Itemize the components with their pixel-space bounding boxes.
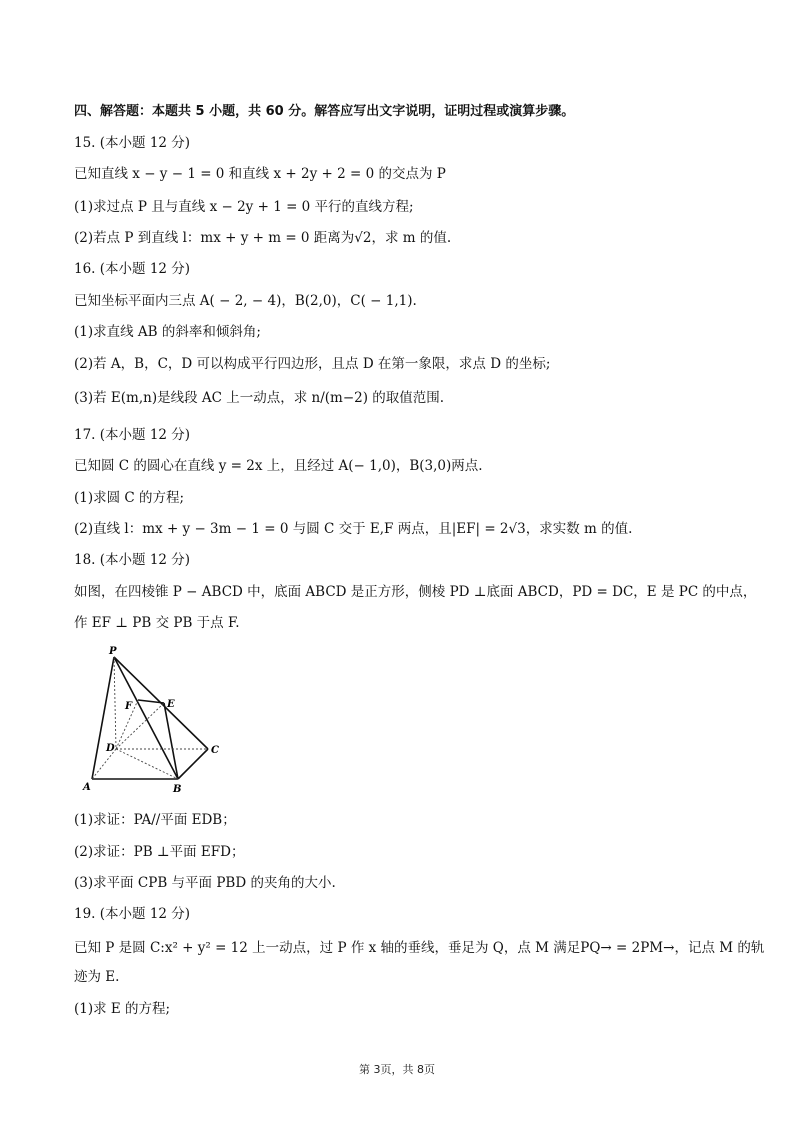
problem-18-heading: 18. (本小题 12 分): [74, 552, 191, 568]
edge-pb: [114, 657, 178, 779]
label-d: D: [106, 743, 115, 754]
problem-18-stem-line-2: 作 EF ⊥ PB 交 PB 于点 F.: [74, 615, 240, 631]
problem-19-stem-line-2: 迹为 E.: [74, 969, 120, 985]
problem-15-heading: 15. (本小题 12 分): [74, 135, 191, 151]
label-a: A: [83, 782, 91, 793]
problem-17-part-1: (1)求圆 C 的方程;: [74, 490, 185, 506]
label-e: E: [167, 699, 175, 710]
problem-15-stem: 已知直线 x − y − 1 = 0 和直线 x + 2y + 2 = 0 的交点为 P: [74, 166, 446, 182]
problem-16-part-2: (2)若 A，B，C，D 可以构成平行四边形，且点 D 在第一象限，求点 D 的坐标;: [74, 356, 551, 372]
problem-16-stem: 已知坐标平面内三点 A( − 2, − 4)，B(2,0)，C( − 1,1).: [74, 293, 417, 309]
problem-17-stem: 已知圆 C 的圆心在直线 y = 2x 上，且经过 A(− 1,0)，B(3,0)两点.: [74, 458, 483, 474]
problem-19-heading: 19. (本小题 12 分): [74, 906, 191, 922]
section-header: 四、解答题：本题共 5 小题，共 60 分。解答应写出文字说明，证明过程或演算步骤。: [74, 104, 575, 119]
problem-18-stem-line-1: 如图，在四棱锥 P − ABCD 中，底面 ABCD 是正方形，侧棱 PD ⊥底面 ABCD，PD = DC，E 是 PC 的中点，: [74, 584, 757, 600]
problem-16-part-3: (3)若 E(m,n)是线段 AC 上一动点，求 n/(m−2) 的取值范围.: [74, 390, 445, 406]
label-p: P: [109, 646, 117, 657]
page-footer: 第 3页，共 8页: [359, 1063, 435, 1076]
problem-17-part-2: (2)直线 l：mx + y − 3m − 1 = 0 与圆 C 交于 E,F 两点，且|EF| = 2√3，求实数 m 的值.: [74, 521, 633, 537]
edge-pa: [92, 657, 114, 779]
problem-16-heading: 16. (本小题 12 分): [74, 261, 191, 277]
problem-19-part-1: (1)求 E 的方程;: [74, 1001, 171, 1017]
segment-de: [116, 703, 164, 749]
label-c: C: [211, 745, 219, 756]
problem-18-part-3: (3)求平面 CPB 与平面 PBD 的夹角的大小.: [74, 875, 336, 891]
problem-18-part-1: (1)求证：PA//平面 EDB；: [74, 812, 236, 828]
label-b: B: [173, 784, 182, 795]
problem-17-heading: 17. (本小题 12 分): [74, 427, 191, 443]
problem-18-part-2: (2)求证：PB ⊥平面 EFD；: [74, 844, 245, 860]
pyramid-figure: [78, 645, 228, 795]
problem-16-part-1: (1)求直线 AB 的斜率和倾斜角;: [74, 324, 261, 340]
edge-pd: [114, 657, 116, 749]
problem-15-part-1: (1)求过点 P 且与直线 x − 2y + 1 = 0 平行的直线方程;: [74, 199, 414, 215]
segment-eb: [164, 703, 178, 779]
problem-19-stem-line-1: 已知 P 是圆 C:x² + y² = 12 上一动点，过 P 作 x 轴的垂线，垂足为 Q，点 M 满足PQ→ = 2PM→，记点 M 的轨: [74, 940, 765, 956]
problem-15-part-2: (2)若点 P 到直线 l：mx + y + m = 0 距离为√2，求 m 的值.: [74, 230, 452, 246]
label-f: F: [125, 701, 133, 712]
segment-db: [116, 749, 178, 779]
edge-bc: [178, 749, 208, 779]
